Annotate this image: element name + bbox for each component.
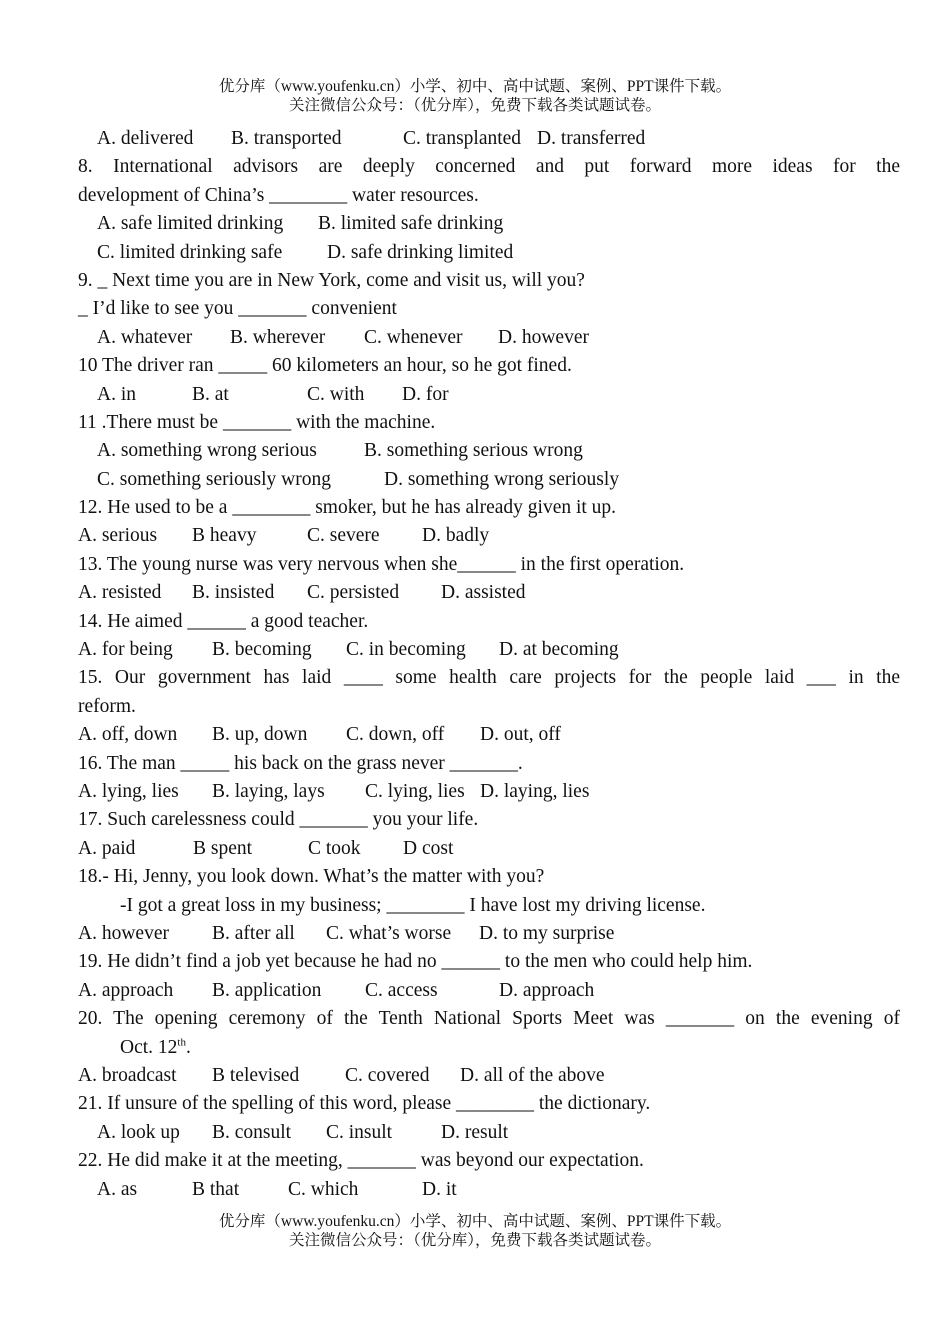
answer-option: A. paid bbox=[78, 837, 136, 859]
answer-option: B. something serious wrong bbox=[364, 440, 583, 462]
answer-option: D. however bbox=[498, 326, 589, 348]
question-stem-line: 8. International advisors are deeply concerned and put forward more ideas for the bbox=[78, 156, 900, 178]
answer-options bbox=[78, 437, 900, 465]
answer-option: D. something wrong seriously bbox=[384, 468, 620, 490]
answer-option: D. assisted bbox=[441, 582, 526, 604]
answer-options bbox=[78, 977, 900, 1005]
answer-options bbox=[78, 324, 900, 352]
header-line-2: 关注微信公众号：（优分库），免费下载各类试题试卷。 bbox=[288, 97, 661, 114]
answer-options bbox=[78, 381, 900, 409]
answer-option: D. for bbox=[402, 383, 449, 405]
answer-option: B spent bbox=[193, 837, 253, 859]
answer-option: C. whenever bbox=[364, 326, 463, 348]
answer-option: A. broadcast bbox=[78, 1064, 177, 1086]
question-line: development of China’s ________ water resources. bbox=[78, 184, 479, 206]
answer-option: B that bbox=[192, 1178, 240, 1200]
footer-line-1: 优分库（www.youfenku.cn）小学、初中、高中试题、案例、PPT课件下载。 bbox=[218, 1213, 732, 1230]
answer-option: B. wherever bbox=[230, 326, 326, 348]
answer-option: D. safe drinking limited bbox=[327, 241, 514, 263]
answer-option: C. covered bbox=[345, 1064, 430, 1086]
answer-option: C. in becoming bbox=[346, 639, 466, 661]
question-list bbox=[78, 125, 900, 1204]
answer-option: D. approach bbox=[499, 979, 595, 1001]
answer-option: D cost bbox=[403, 837, 454, 859]
answer-option: A. something wrong serious bbox=[97, 440, 317, 462]
answer-option: C. severe bbox=[307, 525, 380, 547]
question-line: 10 The driver ran _____ 60 kilometers an hour, so he got fined. bbox=[78, 355, 572, 377]
answer-option: C. what’s worse bbox=[326, 922, 452, 944]
answer-options bbox=[78, 522, 900, 550]
answer-option: C. with bbox=[307, 383, 365, 405]
answer-option: C. limited drinking safe bbox=[97, 241, 283, 263]
question-line: -I got a great loss in my business; ________ I have lost my driving license. bbox=[120, 894, 706, 916]
answer-options bbox=[78, 721, 900, 749]
question-line: 9. _ Next time you are in New York, come and visit us, will you? bbox=[78, 269, 585, 291]
question-line: 11 .There must be _______ with the machine. bbox=[78, 411, 436, 433]
answer-option: A. resisted bbox=[78, 582, 162, 604]
answer-options bbox=[78, 1062, 900, 1090]
answer-option: A. whatever bbox=[97, 326, 193, 348]
question-line: 21. If unsure of the spelling of this word, please ________ the dictionary. bbox=[78, 1093, 651, 1115]
answer-option: A. for being bbox=[78, 639, 173, 661]
answer-option: B. after all bbox=[212, 922, 295, 944]
answer-option: D. laying, lies bbox=[480, 781, 590, 803]
question-line: 17. Such carelessness could _______ you your life. bbox=[78, 809, 479, 831]
answer-option: C. down, off bbox=[346, 724, 445, 746]
answer-option: D. result bbox=[441, 1121, 509, 1143]
question-line: 12. He used to be a ________ smoker, but he has already given it up. bbox=[78, 497, 617, 519]
ordinal-suffix: th bbox=[177, 1036, 186, 1049]
answer-option: D. badly bbox=[422, 525, 490, 547]
answer-option: B. at bbox=[192, 383, 229, 405]
answer-option: A. serious bbox=[78, 525, 158, 547]
answer-option: B. limited safe drinking bbox=[318, 213, 504, 235]
answer-options bbox=[78, 239, 900, 267]
question-line: _ I’d like to see you _______ convenient bbox=[78, 298, 397, 320]
answer-option: A. however bbox=[78, 922, 169, 944]
question-text: Oct. 12 bbox=[120, 1036, 178, 1058]
answer-option: B. becoming bbox=[212, 639, 312, 661]
answer-options bbox=[78, 579, 900, 607]
answer-option: A. in bbox=[97, 383, 136, 405]
answer-option: A. lying, lies bbox=[78, 781, 179, 803]
page-footer bbox=[0, 1212, 950, 1250]
question-line: 13. The young nurse was very nervous when she______ in the first operation. bbox=[78, 553, 685, 575]
question-line: 16. The man _____ his back on the grass never _______. bbox=[78, 752, 523, 774]
answer-option: A. approach bbox=[78, 979, 174, 1001]
answer-option: C. which bbox=[288, 1178, 359, 1200]
question-stem-line: 20. The opening ceremony of the Tenth National Sports Meet was _______ on the evening of bbox=[78, 1008, 900, 1030]
answer-option: C. access bbox=[365, 979, 438, 1001]
answer-options bbox=[78, 636, 900, 664]
answer-option: C. insult bbox=[326, 1121, 393, 1143]
answer-option: A. off, down bbox=[78, 724, 178, 746]
answer-option: C. transplanted bbox=[403, 128, 522, 149]
answer-options bbox=[78, 125, 900, 153]
answer-option: A. safe limited drinking bbox=[97, 213, 284, 235]
answer-options bbox=[78, 920, 900, 948]
answer-option: B. up, down bbox=[212, 724, 308, 746]
answer-option: D. it bbox=[422, 1178, 457, 1200]
answer-option: C. something seriously wrong bbox=[97, 468, 331, 490]
answer-option: B. insisted bbox=[192, 582, 275, 604]
answer-option: C took bbox=[308, 837, 361, 859]
answer-options bbox=[78, 1176, 900, 1204]
footer-line-2: 关注微信公众号：（优分库），免费下载各类试题试卷。 bbox=[288, 1232, 661, 1249]
answer-option: B. application bbox=[212, 979, 322, 1001]
answer-option: C. persisted bbox=[307, 582, 400, 604]
header-line-1: 优分库（www.youfenku.cn）小学、初中、高中试题、案例、PPT课件下载。 bbox=[218, 78, 732, 95]
answer-option: B. laying, lays bbox=[212, 781, 325, 803]
answer-options bbox=[78, 1119, 900, 1147]
answer-option: D. at becoming bbox=[499, 639, 619, 661]
answer-option: A. look up bbox=[97, 1121, 180, 1143]
answer-option: D. transferred bbox=[537, 128, 646, 149]
question-line bbox=[78, 1034, 900, 1062]
question-line: 18.- Hi, Jenny, you look down. What’s the matter with you? bbox=[78, 866, 545, 888]
answer-option: B. transported bbox=[231, 128, 342, 149]
answer-options bbox=[78, 835, 900, 863]
answer-option: A. as bbox=[97, 1178, 138, 1200]
answer-option: B televised bbox=[212, 1064, 300, 1086]
answer-option: B. consult bbox=[212, 1121, 292, 1143]
page-header bbox=[0, 77, 950, 115]
question-line: reform. bbox=[78, 695, 136, 717]
question-stem-line: 15. Our government has laid ____ some health care projects for the people laid ___ in the bbox=[78, 667, 900, 689]
answer-option: D. all of the above bbox=[460, 1064, 605, 1086]
answer-option: D. to my surprise bbox=[479, 922, 615, 944]
answer-options bbox=[78, 778, 900, 806]
question-line: 22. He did make it at the meeting, _______ was beyond our expectation. bbox=[78, 1150, 644, 1172]
question-line: 19. He didn’t find a job yet because he had no ______ to the men who could help him. bbox=[78, 951, 753, 973]
answer-options bbox=[78, 466, 900, 494]
answer-option: A. delivered bbox=[97, 128, 194, 149]
question-line: 14. He aimed ______ a good teacher. bbox=[78, 610, 369, 632]
answer-options bbox=[78, 210, 900, 238]
question-text-end: . bbox=[185, 1036, 191, 1058]
answer-option: C. lying, lies bbox=[365, 781, 465, 803]
answer-option: D. out, off bbox=[480, 724, 561, 746]
answer-option: B heavy bbox=[192, 525, 257, 547]
